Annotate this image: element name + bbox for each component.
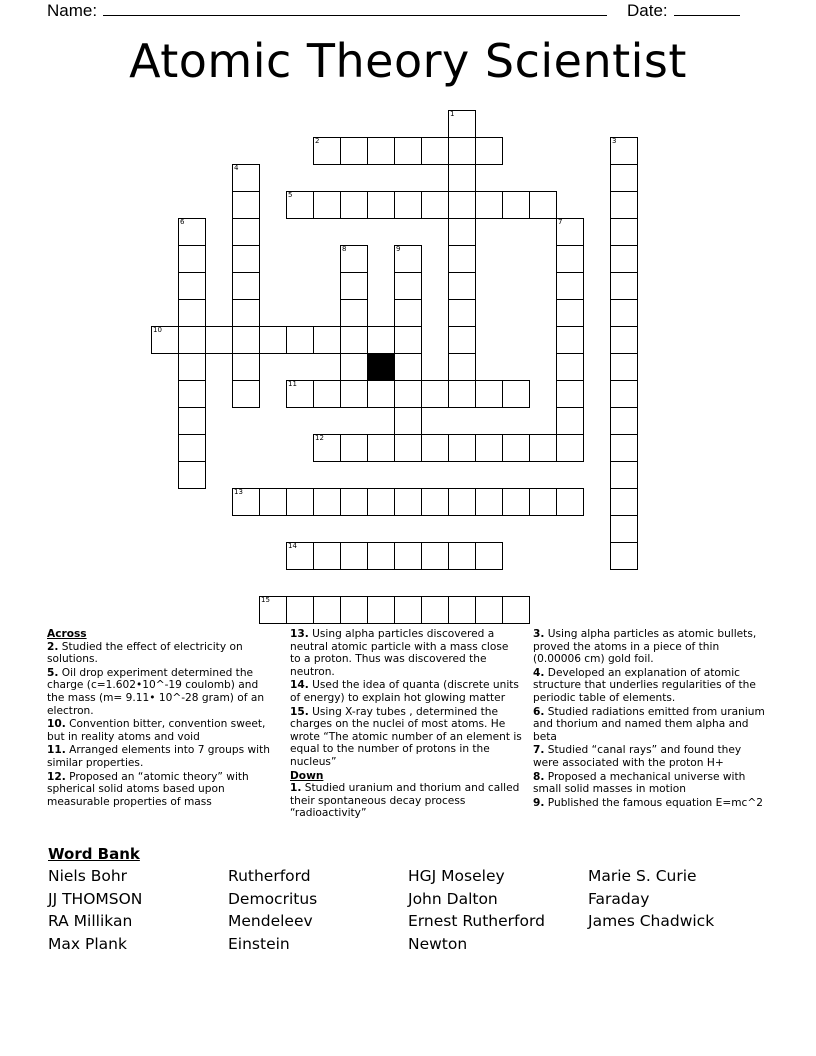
crossword-cell[interactable] bbox=[313, 488, 341, 516]
crossword-cell[interactable] bbox=[448, 137, 476, 165]
crossword-cell[interactable] bbox=[448, 272, 476, 300]
crossword-cell[interactable] bbox=[340, 326, 368, 354]
cell-number: 9 bbox=[396, 245, 401, 253]
crossword-cell[interactable] bbox=[313, 326, 341, 354]
crossword-cell[interactable] bbox=[232, 245, 260, 273]
crossword-cell[interactable] bbox=[313, 434, 341, 462]
crossword-cell[interactable] bbox=[421, 380, 449, 408]
crossword-cell[interactable] bbox=[232, 272, 260, 300]
crossword-cell[interactable] bbox=[367, 542, 395, 570]
clue-down-1: 1. Studied uranium and thorium and called their spontaneous decay process “radioactivity” bbox=[290, 782, 520, 820]
crossword-cell[interactable] bbox=[475, 488, 503, 516]
clue-across-12: 12. Proposed an “atomic theory” with spherical solid atoms based upon measurable properties of mass bbox=[47, 770, 249, 808]
word-bank-item: Einstein bbox=[228, 934, 290, 953]
crossword-cell[interactable] bbox=[610, 137, 638, 165]
crossword-cell[interactable] bbox=[232, 380, 260, 408]
word-bank bbox=[48, 867, 778, 957]
crossword-cell[interactable] bbox=[448, 191, 476, 219]
crossword-cell[interactable] bbox=[475, 434, 503, 462]
crossword-cell[interactable] bbox=[367, 434, 395, 462]
crossword-cell[interactable] bbox=[340, 380, 368, 408]
crossword-cell[interactable] bbox=[232, 353, 260, 381]
crossword-cell[interactable] bbox=[475, 191, 503, 219]
crossword-cell[interactable] bbox=[529, 434, 557, 462]
crossword-cell[interactable] bbox=[421, 542, 449, 570]
crossword-cell[interactable] bbox=[394, 542, 422, 570]
crossword-cell[interactable] bbox=[529, 488, 557, 516]
crossword-cell[interactable] bbox=[394, 488, 422, 516]
crossword-cell[interactable] bbox=[178, 353, 206, 381]
crossword-cell[interactable] bbox=[448, 488, 476, 516]
crossword-cell[interactable] bbox=[394, 137, 422, 165]
word-bank-item: JJ THOMSON bbox=[48, 889, 143, 908]
crossword-cell[interactable] bbox=[367, 137, 395, 165]
crossword-cell[interactable] bbox=[556, 299, 584, 327]
crossword-cell[interactable] bbox=[340, 245, 368, 273]
clue-across-5: 5. Oil drop experiment determined the charge (c=1.602•10^-19 coulomb) and the mass (m= 9.11• 10^-28 gram) of an electron. bbox=[47, 666, 265, 717]
clue-down-9: 9. Published the famous equation E=mc^2 bbox=[533, 796, 763, 809]
crossword-cell[interactable] bbox=[340, 596, 368, 624]
crossword-cell[interactable] bbox=[448, 245, 476, 273]
cell-number: 12 bbox=[315, 434, 324, 442]
crossword-cell[interactable] bbox=[610, 245, 638, 273]
word-bank-item: John Dalton bbox=[408, 889, 498, 908]
word-bank-item: Niels Bohr bbox=[48, 867, 128, 885]
crossword-cell[interactable] bbox=[475, 596, 503, 624]
down-heading: Down bbox=[290, 769, 324, 782]
crossword-cell[interactable] bbox=[178, 326, 206, 354]
cell-number: 3 bbox=[612, 137, 617, 145]
crossword-cell[interactable] bbox=[421, 488, 449, 516]
word-bank-item: Ernest Rutherford bbox=[408, 912, 545, 931]
crossword-cell[interactable] bbox=[394, 326, 422, 354]
crossword-cell[interactable] bbox=[610, 191, 638, 219]
crossword-cell[interactable] bbox=[610, 299, 638, 327]
crossword-cell[interactable] bbox=[205, 326, 233, 354]
crossword-cell[interactable] bbox=[610, 164, 638, 192]
cell-number: 10 bbox=[153, 326, 162, 334]
crossword-cell[interactable] bbox=[286, 191, 314, 219]
crossword-cell[interactable] bbox=[394, 299, 422, 327]
word-bank-item: Newton bbox=[408, 934, 468, 953]
crossword-cell[interactable] bbox=[178, 380, 206, 408]
cell-number: 6 bbox=[180, 218, 185, 226]
crossword-cell[interactable] bbox=[448, 380, 476, 408]
cell-number: 4 bbox=[234, 164, 239, 172]
crossword-cell[interactable] bbox=[340, 191, 368, 219]
crossword-cell[interactable] bbox=[502, 596, 530, 624]
crossword-cell[interactable] bbox=[610, 488, 638, 516]
crossword-cell[interactable] bbox=[556, 272, 584, 300]
cell-number: 1 bbox=[450, 110, 455, 118]
crossword-cell[interactable] bbox=[232, 299, 260, 327]
clues-column-1 bbox=[47, 628, 275, 809]
crossword-cell[interactable] bbox=[421, 596, 449, 624]
crossword-cell[interactable] bbox=[367, 596, 395, 624]
crossword-cell[interactable] bbox=[556, 326, 584, 354]
crossword-cell[interactable] bbox=[448, 542, 476, 570]
crossword-cell[interactable] bbox=[394, 380, 422, 408]
crossword-cell[interactable] bbox=[259, 596, 287, 624]
crossword-cell[interactable] bbox=[421, 191, 449, 219]
word-bank-item: Marie S. Curie bbox=[588, 867, 697, 885]
crossword-cell[interactable] bbox=[394, 272, 422, 300]
word-bank-item: Max Plank bbox=[48, 934, 127, 953]
crossword-cell[interactable] bbox=[286, 326, 314, 354]
word-bank-item: RA Millikan bbox=[48, 912, 133, 931]
word-bank-item: Faraday bbox=[588, 889, 650, 908]
clue-across-2: 2. Studied the effect of electricity on solutions. bbox=[47, 640, 243, 666]
clue-down-4: 4. Developed an explanation of atomic structure that underlies regularities of the periodic table of elements. bbox=[533, 666, 756, 704]
crossword-cell[interactable] bbox=[178, 299, 206, 327]
crossword-cell[interactable] bbox=[502, 434, 530, 462]
crossword-cell[interactable] bbox=[448, 299, 476, 327]
clue-across-10: 10. Convention bitter, convention sweet, but in reality atoms and void bbox=[47, 718, 266, 743]
cell-number: 5 bbox=[288, 191, 293, 199]
crossword-cell[interactable] bbox=[232, 191, 260, 219]
crossword-cell[interactable] bbox=[178, 272, 206, 300]
crossword-cell[interactable] bbox=[178, 461, 206, 489]
crossword-cell[interactable] bbox=[232, 326, 260, 354]
cell-number: 7 bbox=[558, 218, 563, 226]
crossword-cell[interactable] bbox=[610, 542, 638, 570]
date-label: Date: bbox=[627, 1, 668, 20]
clue-across-11: 11. Arranged elements into 7 groups with similar properties. bbox=[47, 744, 270, 769]
crossword-cell[interactable] bbox=[178, 218, 206, 246]
crossword-cell[interactable] bbox=[448, 110, 476, 138]
cell-number: 8 bbox=[342, 245, 347, 253]
crossword-cell[interactable] bbox=[610, 434, 638, 462]
crossword-cell[interactable] bbox=[394, 353, 422, 381]
page-title: Atomic Theory Scientist bbox=[129, 34, 687, 88]
cell-number: 2 bbox=[315, 137, 320, 145]
crossword-cell[interactable] bbox=[313, 596, 341, 624]
clues-column-2 bbox=[290, 628, 522, 821]
crossword-cell[interactable] bbox=[529, 191, 557, 219]
crossword-cell[interactable] bbox=[610, 353, 638, 381]
crossword-cell[interactable] bbox=[286, 596, 314, 624]
crossword-cell[interactable] bbox=[367, 326, 395, 354]
across-heading: Across bbox=[47, 628, 87, 640]
crossword-cell[interactable] bbox=[556, 380, 584, 408]
clue-down-7: 7. Studied “canal rays” and found they were associated with the proton H+ bbox=[533, 744, 742, 769]
crossword-cell[interactable] bbox=[340, 542, 368, 570]
crossword-cell[interactable] bbox=[556, 218, 584, 246]
crossword-cell[interactable] bbox=[340, 137, 368, 165]
crossword-cell[interactable] bbox=[394, 245, 422, 273]
crossword-cell[interactable] bbox=[367, 380, 395, 408]
cell-number: 15 bbox=[261, 596, 270, 604]
cell-number: 13 bbox=[234, 488, 243, 496]
crossword-cell[interactable] bbox=[178, 245, 206, 273]
crossword-cell[interactable] bbox=[340, 353, 368, 381]
crossword-cell[interactable] bbox=[421, 137, 449, 165]
crossword-cell[interactable] bbox=[556, 407, 584, 435]
clue-down-6: 6. Studied radiations emitted from uranium and thorium and named them alpha and beta bbox=[533, 705, 765, 743]
crossword-cell[interactable] bbox=[367, 191, 395, 219]
name-label: Name: bbox=[47, 1, 98, 20]
cell-number: 14 bbox=[288, 542, 297, 550]
crossword-cell[interactable] bbox=[259, 326, 287, 354]
crossword-cell[interactable] bbox=[259, 488, 287, 516]
crossword-cell[interactable] bbox=[448, 353, 476, 381]
crossword-cell[interactable] bbox=[502, 488, 530, 516]
crossword-cell[interactable] bbox=[448, 434, 476, 462]
crossword-cell[interactable] bbox=[178, 434, 206, 462]
crossword-cell[interactable] bbox=[340, 272, 368, 300]
crossword-cell[interactable] bbox=[556, 434, 584, 462]
crossword-cell[interactable] bbox=[610, 380, 638, 408]
crossword-cell[interactable] bbox=[556, 245, 584, 273]
clues-column-3 bbox=[533, 628, 769, 810]
crossword-cell[interactable] bbox=[151, 326, 179, 354]
crossword-cell[interactable] bbox=[448, 326, 476, 354]
crossword-cell[interactable] bbox=[556, 353, 584, 381]
crossword-cell[interactable] bbox=[421, 434, 449, 462]
word-bank-item: Rutherford bbox=[228, 867, 311, 885]
crossword-cell[interactable] bbox=[394, 191, 422, 219]
black-square bbox=[367, 353, 395, 381]
crossword-cell[interactable] bbox=[232, 164, 260, 192]
crossword-cell[interactable] bbox=[340, 434, 368, 462]
clue-down-8: 8. Proposed a mechanical universe with small solid masses in motion bbox=[533, 770, 746, 796]
crossword-cell[interactable] bbox=[448, 218, 476, 246]
crossword-cell[interactable] bbox=[448, 164, 476, 192]
crossword-cell[interactable] bbox=[394, 407, 422, 435]
crossword-cell[interactable] bbox=[286, 380, 314, 408]
word-bank-item: Mendeleev bbox=[228, 912, 313, 931]
word-bank-item: Democritus bbox=[228, 889, 318, 908]
crossword-cell[interactable] bbox=[475, 137, 503, 165]
crossword-cell[interactable] bbox=[475, 542, 503, 570]
crossword-cell[interactable] bbox=[340, 299, 368, 327]
crossword-cell[interactable] bbox=[610, 407, 638, 435]
clue-down-3: 3. Using alpha particles as atomic bullets, proved the atoms in a piece of thin (0.00006 cm) gold foil. bbox=[533, 628, 757, 666]
crossword-cell[interactable] bbox=[286, 542, 314, 570]
crossword-cell[interactable] bbox=[340, 488, 368, 516]
word-bank-item: James Chadwick bbox=[588, 912, 715, 931]
crossword-cell[interactable] bbox=[232, 488, 260, 516]
crossword-cell[interactable] bbox=[448, 596, 476, 624]
crossword-cell[interactable] bbox=[313, 191, 341, 219]
crossword-cell[interactable] bbox=[394, 434, 422, 462]
crossword-cell[interactable] bbox=[475, 380, 503, 408]
crossword-cell[interactable] bbox=[313, 137, 341, 165]
crossword-cell[interactable] bbox=[610, 515, 638, 543]
clue-across-14: 14. Used the idea of quanta (discrete units of energy) to explain hot glowing matter bbox=[290, 679, 519, 704]
crossword-cell[interactable] bbox=[286, 488, 314, 516]
crossword-cell[interactable] bbox=[610, 461, 638, 489]
crossword-cell[interactable] bbox=[610, 326, 638, 354]
crossword-cell[interactable] bbox=[502, 380, 530, 408]
word-bank-heading: Word Bank bbox=[48, 845, 140, 863]
crossword-cell[interactable] bbox=[178, 407, 206, 435]
word-bank-item: HGJ Moseley bbox=[408, 867, 505, 885]
clue-across-13: 13. Using alpha particles discovered a neutral atomic particle with a mass close to a proton. Thus was discovered the neutron. bbox=[290, 628, 509, 678]
crossword-cell[interactable] bbox=[610, 218, 638, 246]
clue-across-15: 15. Using X-ray tubes , determined the charges on the nuclei of most atoms. He wrote “The atomic number of an element is equal to the number of protons in the nucleus” bbox=[290, 705, 522, 768]
crossword-cell[interactable] bbox=[367, 488, 395, 516]
crossword-cell[interactable] bbox=[394, 596, 422, 624]
crossword-cell[interactable] bbox=[502, 191, 530, 219]
cell-number: 11 bbox=[288, 380, 297, 388]
crossword-cell[interactable] bbox=[313, 380, 341, 408]
crossword-cell[interactable] bbox=[232, 218, 260, 246]
crossword-cell[interactable] bbox=[313, 542, 341, 570]
crossword-cell[interactable] bbox=[610, 272, 638, 300]
crossword-cell[interactable] bbox=[556, 488, 584, 516]
